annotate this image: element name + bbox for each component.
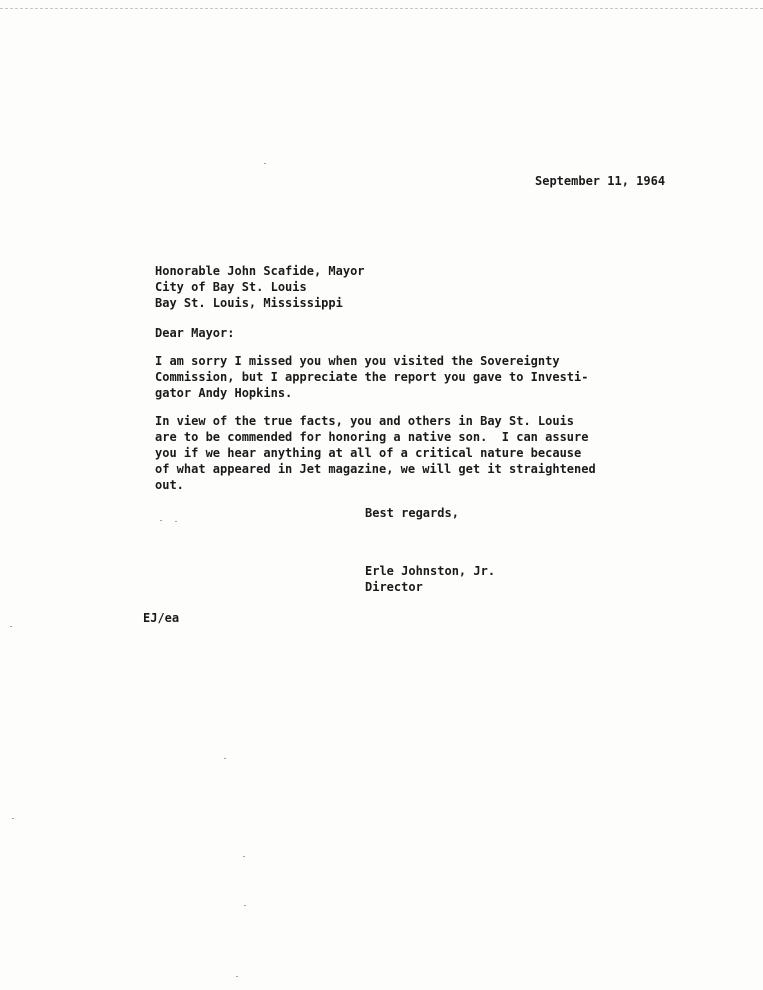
paper-speck: [264, 163, 266, 164]
recipient-line-1: Honorable John Scafide, Mayor: [155, 264, 365, 278]
letter-date: September 11, 1964: [535, 174, 666, 188]
paper-speck: [236, 976, 238, 977]
paragraph-1-line-1: I am sorry I missed you when you visited the Sovereignty: [155, 354, 560, 368]
paper-speck: [244, 905, 246, 906]
typist-initials: EJ/ea: [143, 611, 180, 625]
salutation: Dear Mayor:: [155, 326, 235, 340]
paper-speck: [243, 856, 245, 857]
paragraph-1-line-2: Commission, but I appreciate the report you gave to Investi-: [155, 370, 589, 384]
paragraph-1-line-3: gator Andy Hopkins.: [155, 386, 293, 400]
paper-speck: [10, 626, 12, 627]
signer-title: Director: [365, 580, 423, 594]
paper-speck: [224, 758, 226, 759]
paper-speck: [160, 520, 162, 521]
page-top-edge: [0, 0, 763, 9]
paper-speck: [175, 521, 177, 522]
paragraph-2-line-1: In view of the true facts, you and others in Bay St. Louis: [155, 414, 575, 428]
paragraph-2-line-5: out.: [155, 478, 184, 492]
closing: Best regards,: [365, 506, 459, 520]
paragraph-2-line-2: are to be commended for honoring a native son. I can assure: [155, 430, 589, 444]
recipient-line-3: Bay St. Louis, Mississippi: [155, 296, 343, 310]
recipient-line-2: City of Bay St. Louis: [155, 280, 307, 294]
paper-speck: [12, 818, 14, 819]
signer-name: Erle Johnston, Jr.: [365, 564, 496, 578]
paragraph-2-line-3: you if we hear anything at all of a critical nature because: [155, 446, 582, 460]
paragraph-2-line-4: of what appeared in Jet magazine, we will get it straightened: [155, 462, 596, 476]
